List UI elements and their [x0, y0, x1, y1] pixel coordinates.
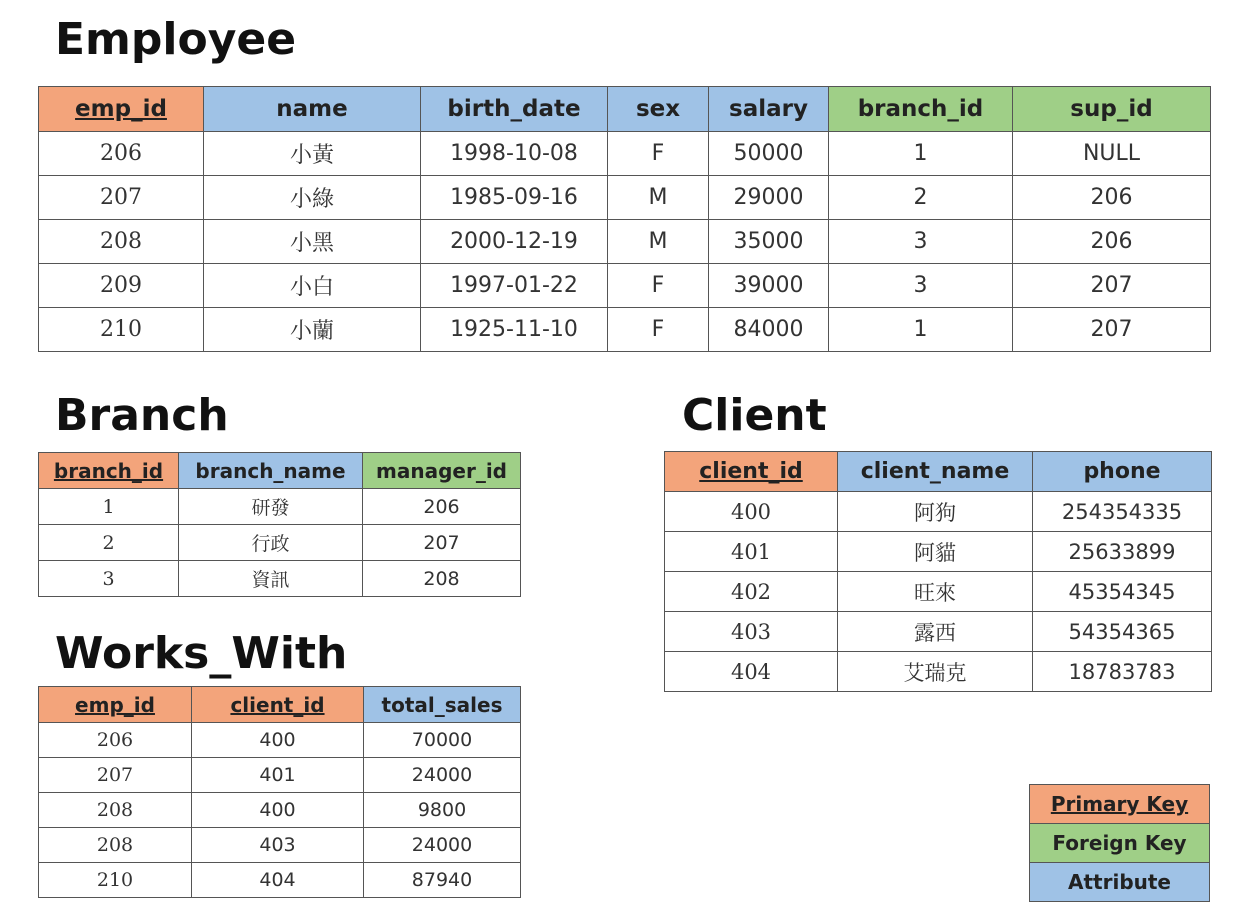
table-cell: 210 [39, 863, 192, 898]
table-cell: NULL [1013, 132, 1211, 176]
table-cell: 207 [1013, 264, 1211, 308]
table-row [39, 220, 1211, 264]
table-cell: 400 [192, 723, 364, 758]
table-cell: 208 [363, 561, 521, 597]
column-header-branch-name: branch_name [179, 453, 363, 489]
table-cell: 401 [192, 758, 364, 793]
table-cell: 209 [39, 264, 204, 308]
table-cell: 403 [665, 612, 838, 652]
table-cell: 資訊 [179, 561, 363, 597]
table-cell: 研發 [179, 489, 363, 525]
table-cell: 小蘭 [204, 308, 421, 352]
table-cell: 29000 [709, 176, 829, 220]
table-cell: 1 [39, 489, 179, 525]
table-cell: 403 [192, 828, 364, 863]
column-header-client-name: client_name [838, 452, 1033, 492]
table-cell: 1925-11-10 [421, 308, 608, 352]
column-header-client-id: client_id [665, 452, 838, 492]
client-table [664, 451, 1212, 692]
table-cell: 阿貓 [838, 532, 1033, 572]
table-cell: 404 [665, 652, 838, 692]
employee-table [38, 86, 1211, 352]
table-cell: 206 [39, 132, 204, 176]
table-cell: 行政 [179, 525, 363, 561]
table-row [39, 723, 521, 758]
table-row [665, 612, 1212, 652]
table-cell: 206 [363, 489, 521, 525]
table-row [665, 532, 1212, 572]
table-cell: 207 [1013, 308, 1211, 352]
column-header-phone: phone [1033, 452, 1212, 492]
table-row [39, 525, 521, 561]
column-header-total-sales: total_sales [364, 687, 521, 723]
table-cell: 小黃 [204, 132, 421, 176]
table-cell: 87940 [364, 863, 521, 898]
table-cell: F [608, 132, 709, 176]
table-cell: 208 [39, 828, 192, 863]
table-row [39, 828, 521, 863]
table-cell: M [608, 176, 709, 220]
table-cell: 206 [39, 723, 192, 758]
table-cell: 1 [829, 308, 1013, 352]
branch-table [38, 452, 521, 597]
employee-title: Employee [55, 14, 297, 65]
column-header-client-id: client_id [192, 687, 364, 723]
table-cell: 1985-09-16 [421, 176, 608, 220]
table-cell: 50000 [709, 132, 829, 176]
table-row [39, 758, 521, 793]
table-cell: 2000-12-19 [421, 220, 608, 264]
table-cell: 207 [39, 758, 192, 793]
table-cell: 206 [1013, 176, 1211, 220]
column-header-birth-date: birth_date [421, 87, 608, 132]
column-header-name: name [204, 87, 421, 132]
table-cell: 18783783 [1033, 652, 1212, 692]
table-row [39, 561, 521, 597]
table-cell: 9800 [364, 793, 521, 828]
table-cell: 206 [1013, 220, 1211, 264]
table-cell: 3 [829, 220, 1013, 264]
table-cell: 3 [829, 264, 1013, 308]
table-cell: 208 [39, 220, 204, 264]
table-cell: 艾瑞克 [838, 652, 1033, 692]
table-header-row [39, 87, 1211, 132]
table-row [665, 652, 1212, 692]
table-cell: 25633899 [1033, 532, 1212, 572]
legend-attribute: Attribute [1030, 863, 1210, 902]
table-cell: 404 [192, 863, 364, 898]
table-cell: 254354335 [1033, 492, 1212, 532]
branch-title: Branch [55, 390, 229, 441]
table-row [665, 492, 1212, 532]
table-cell: 2 [39, 525, 179, 561]
client-title: Client [682, 390, 827, 441]
table-cell: F [608, 308, 709, 352]
column-header-sup-id: sup_id [1013, 87, 1211, 132]
column-header-emp-id: emp_id [39, 687, 192, 723]
table-cell: 39000 [709, 264, 829, 308]
table-cell: 400 [665, 492, 838, 532]
table-cell: 54354365 [1033, 612, 1212, 652]
works-with-title: Works_With [55, 628, 348, 679]
table-cell: 400 [192, 793, 364, 828]
works-with-table [38, 686, 521, 898]
table-cell: 小白 [204, 264, 421, 308]
table-cell: 207 [363, 525, 521, 561]
column-header-emp-id: emp_id [39, 87, 204, 132]
table-cell: M [608, 220, 709, 264]
table-cell: 1998-10-08 [421, 132, 608, 176]
table-cell: 401 [665, 532, 838, 572]
column-header-salary: salary [709, 87, 829, 132]
legend-primary-key: Primary Key [1030, 785, 1210, 824]
table-cell: 3 [39, 561, 179, 597]
table-header-row [39, 453, 521, 489]
table-row [39, 863, 521, 898]
table-cell: 45354345 [1033, 572, 1212, 612]
column-header-manager-id: manager_id [363, 453, 521, 489]
table-cell: 70000 [364, 723, 521, 758]
table-cell: 1 [829, 132, 1013, 176]
table-cell: 84000 [709, 308, 829, 352]
table-cell: 207 [39, 176, 204, 220]
column-header-branch-id: branch_id [829, 87, 1013, 132]
table-cell: 小綠 [204, 176, 421, 220]
table-row [39, 132, 1211, 176]
table-row [665, 572, 1212, 612]
table-cell: 2 [829, 176, 1013, 220]
table-cell: 35000 [709, 220, 829, 264]
table-header-row [39, 687, 521, 723]
table-cell: 208 [39, 793, 192, 828]
table-header-row [665, 452, 1212, 492]
column-header-branch-id: branch_id [39, 453, 179, 489]
table-cell: 小黑 [204, 220, 421, 264]
key-legend [1029, 784, 1210, 902]
table-cell: 402 [665, 572, 838, 612]
table-row [39, 793, 521, 828]
table-cell: 210 [39, 308, 204, 352]
legend-foreign-key: Foreign Key [1030, 824, 1210, 863]
table-cell: 阿狗 [838, 492, 1033, 532]
table-cell: 露西 [838, 612, 1033, 652]
table-row [39, 308, 1211, 352]
table-cell: 1997-01-22 [421, 264, 608, 308]
table-cell: 旺來 [838, 572, 1033, 612]
table-cell: 24000 [364, 828, 521, 863]
table-row [39, 489, 521, 525]
table-cell: 24000 [364, 758, 521, 793]
table-cell: F [608, 264, 709, 308]
table-row [39, 176, 1211, 220]
table-row [39, 264, 1211, 308]
column-header-sex: sex [608, 87, 709, 132]
